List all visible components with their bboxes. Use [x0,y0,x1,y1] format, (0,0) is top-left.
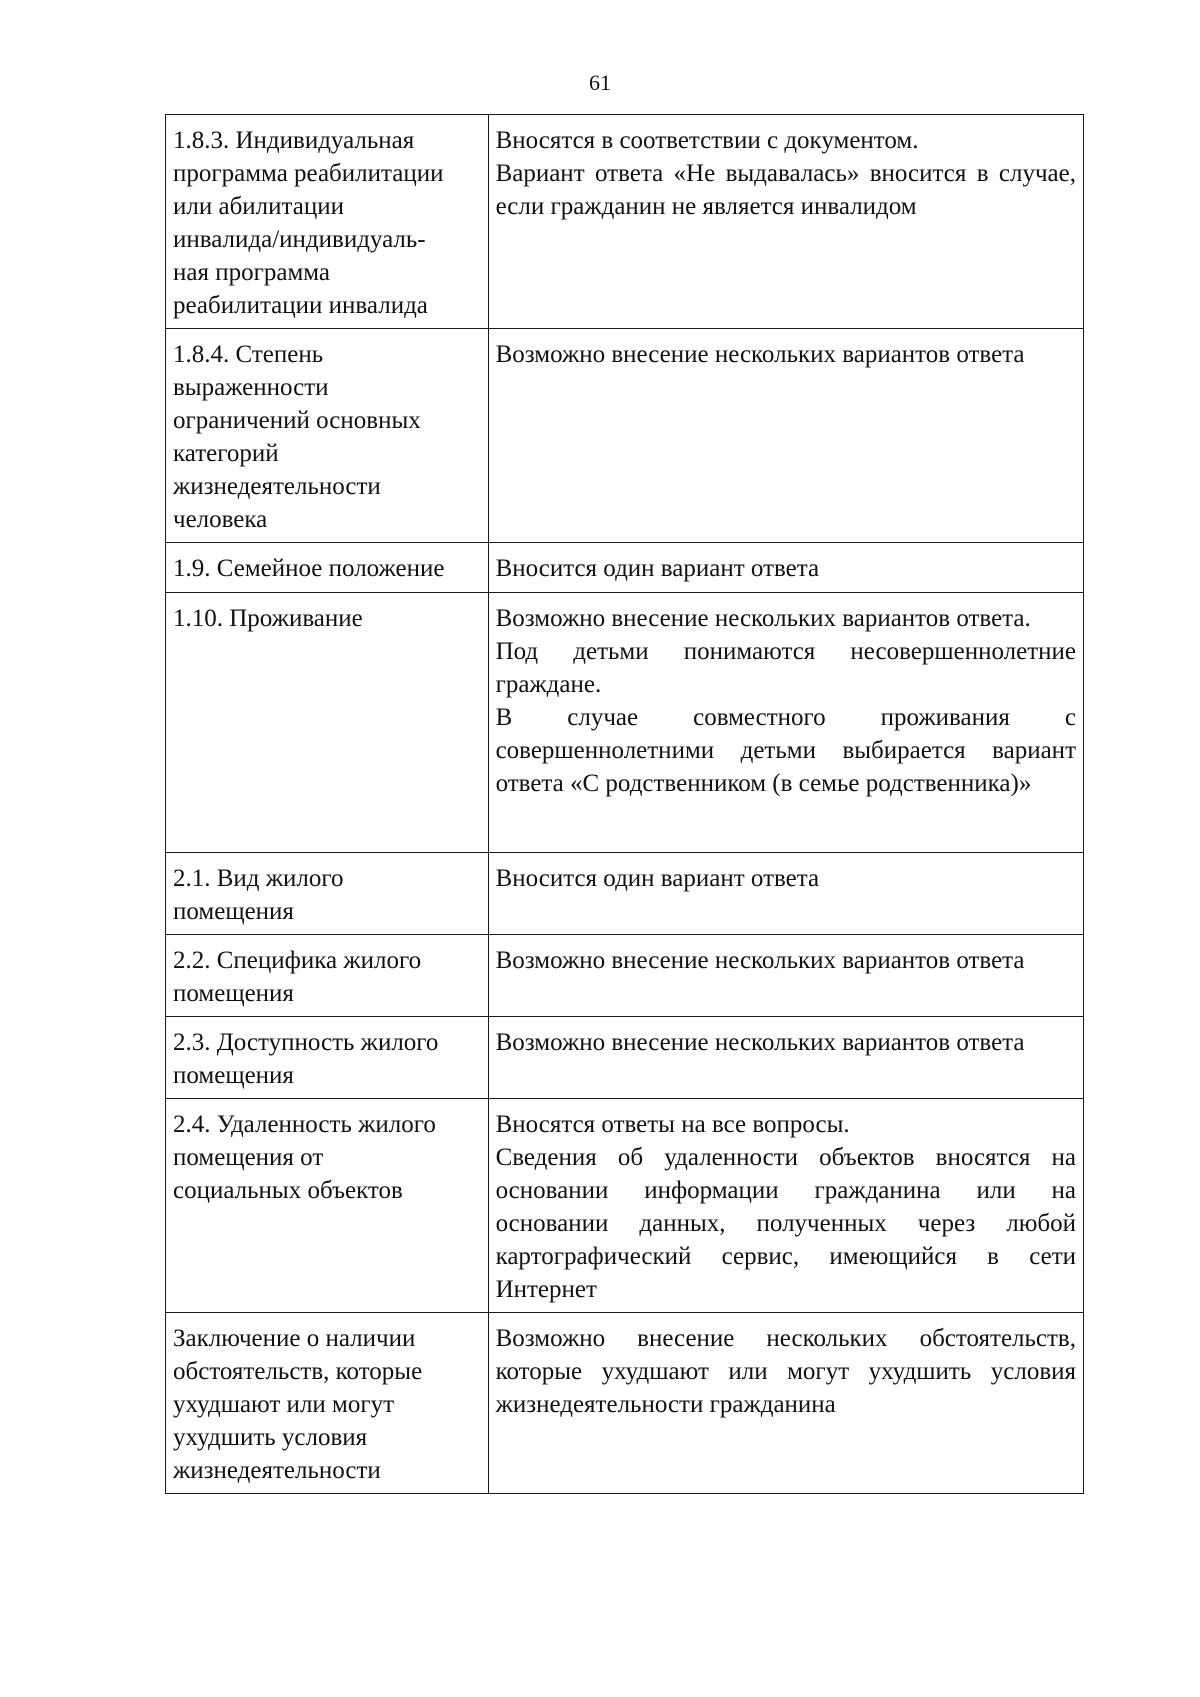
field-name-cell [166,1313,489,1494]
table-row [166,543,1084,593]
instruction-paragraph: Под детьми понимаются несовершеннолетние граждане. [495,638,1076,698]
field-name: 2.3. Доступность жилого помещения [173,1029,439,1089]
page-number: 61 [589,70,611,95]
instruction-paragraph: Возможно внесение нескольких вариантов ответа [495,1029,1025,1056]
instruction-paragraph: Возможно внесение нескольких обстоятельств, которые ухудшают или могут ухудшить условия жизнедеятельности гражданина [495,1325,1076,1418]
field-name: Заключение о наличии обстоятельств, которые ухудшают или могут ухудшить условия жизнедеятельности [173,1325,423,1484]
instruction-cell [488,1017,1083,1099]
instruction-cell [488,115,1083,329]
field-name: 2.4. Удаленность жилого помещения от социальных объектов [173,1111,436,1204]
field-name-cell [166,115,489,329]
table-row [166,329,1084,543]
table-row [166,1017,1084,1099]
instruction-cell [488,1099,1083,1313]
instruction-cell [488,593,1083,853]
field-name-cell [166,329,489,543]
field-name-cell [166,1099,489,1313]
instruction-paragraph: Сведения об удаленности объектов вносятся на основании информации гражданина или на основании данных, полученных через любой картографический сервис, имеющийся в сети Интернет [495,1144,1076,1303]
field-name-cell [166,1017,489,1099]
instruction-cell [488,1313,1083,1494]
instruction-cell [488,329,1083,543]
field-name-cell [166,543,489,593]
field-name: 2.1. Вид жилого помещения [173,865,344,925]
instructions-table [165,114,1084,1494]
field-name-cell [166,935,489,1017]
instruction-paragraph: Вносится один вариант ответа [495,865,820,892]
table-row [166,853,1084,935]
instruction-paragraph: Возможно внесение нескольких вариантов ответа. [495,605,1031,632]
instruction-paragraph: В случае совместного проживания с совершеннолетними детьми выбирается вариант ответа «С родственником (в семье родственника)» [495,704,1076,797]
instruction-paragraph: Вносится один вариант ответа [495,555,820,582]
field-name: 1.8.4. Степень выраженности ограничений основных категорий жизнедеятельности человека [173,341,421,533]
field-name-cell [166,853,489,935]
instruction-cell [488,543,1083,593]
table-row [166,1099,1084,1313]
instruction-paragraph: Возможно внесение нескольких вариантов ответа [495,947,1025,974]
field-name: 1.9. Семейное положение [173,555,445,582]
instruction-paragraph: Вносятся ответы на все вопросы. [495,1111,850,1138]
table-row [166,115,1084,329]
field-name: 1.10. Проживание [173,605,363,632]
field-name: 2.2. Специфика жилого помещения [173,947,422,1007]
instruction-paragraph: Вносятся в соответствии с документом. [495,127,919,154]
table-row [166,593,1084,853]
instruction-paragraph: Возможно внесение нескольких вариантов ответа [495,341,1025,368]
instruction-paragraph: Вариант ответа «Не выдавалась» вносится в случае, если гражданин не является инвалидом [495,160,1076,220]
field-name-cell [166,593,489,853]
instruction-cell [488,853,1083,935]
table-row [166,935,1084,1017]
field-name: 1.8.3. Индивидуальная программа реабилитации или абилитации инвалида/индивидуаль- ная программа реабилитации инвалида [173,127,444,319]
table-row [166,1313,1084,1494]
instruction-cell [488,935,1083,1017]
